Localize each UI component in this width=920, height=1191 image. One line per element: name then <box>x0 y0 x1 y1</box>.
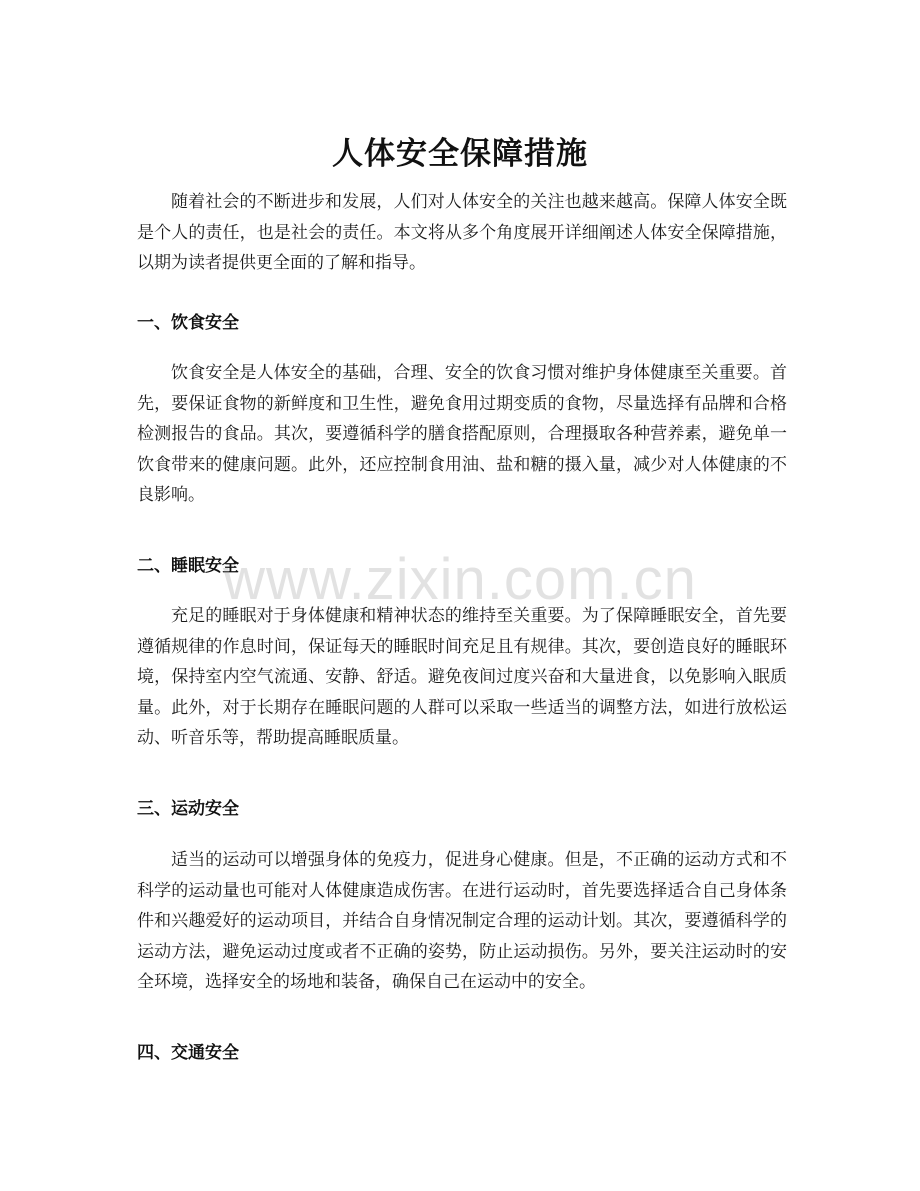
section-body-diet: 饮食安全是人体安全的基础，合理、安全的饮食习惯对维护身体健康至关重要。首先，要保证食物的新鲜度和卫生性，避免食用过期变质的食物，尽量选择有品牌和合格检测报告的食品。其次，要遵循科学的膳食搭配原则，合理摄取各种营养素，避免单一饮食带来的健康问题。此外，还应控制食用油、盐和糖的摄入量，减少对人体健康的不良影响。 <box>137 363 787 505</box>
section-heading-exercise: 三、运动安全 <box>137 799 239 819</box>
section-body-exercise: 适当的运动可以增强身体的免疫力，促进身心健康。但是，不正确的运动方式和不科学的运动量也可能对人体健康造成伤害。在进行运动时，首先要选择适合自己身体条件和兴趣爱好的运动项目，并结合自身情况制定合理的运动计划。其次，要遵循科学的运动方法，避免运动过度或者不正确的姿势，防止运动损伤。另外，要关注运动时的安全环境，选择安全的场地和装备，确保自己在运动中的安全。 <box>137 850 787 992</box>
watermark: www.zixin.com.cn <box>223 547 697 612</box>
document-title: 人体安全保障措施 <box>332 135 588 172</box>
intro-paragraph: 随着社会的不断进步和发展，人们对人体安全的关注也越来越高。保障人体安全既是个人的责任，也是社会的责任。本文将从多个角度展开详细阐述人体安全保障措施，以期为读者提供更全面的了解和指导。 <box>137 192 787 273</box>
section-body-sleep: 充足的睡眠对于身体健康和精神状态的维持至关重要。为了保障睡眠安全，首先要遵循规律的作息时间，保证每天的睡眠时间充足且有规律。其次，要创造良好的睡眠环境，保持室内空气流通、安静、舒适。避免夜间过度兴奋和大量进食，以免影响入眠质量。此外，对于长期存在睡眠问题的人群可以采取一些适当的调整方法，如进行放松运动、听音乐等，帮助提高睡眠质量。 <box>137 606 787 748</box>
section-heading-diet: 一、饮食安全 <box>137 313 239 333</box>
section-heading-sleep: 二、睡眠安全 <box>137 556 239 576</box>
section-heading-traffic: 四、交通安全 <box>137 1043 239 1063</box>
